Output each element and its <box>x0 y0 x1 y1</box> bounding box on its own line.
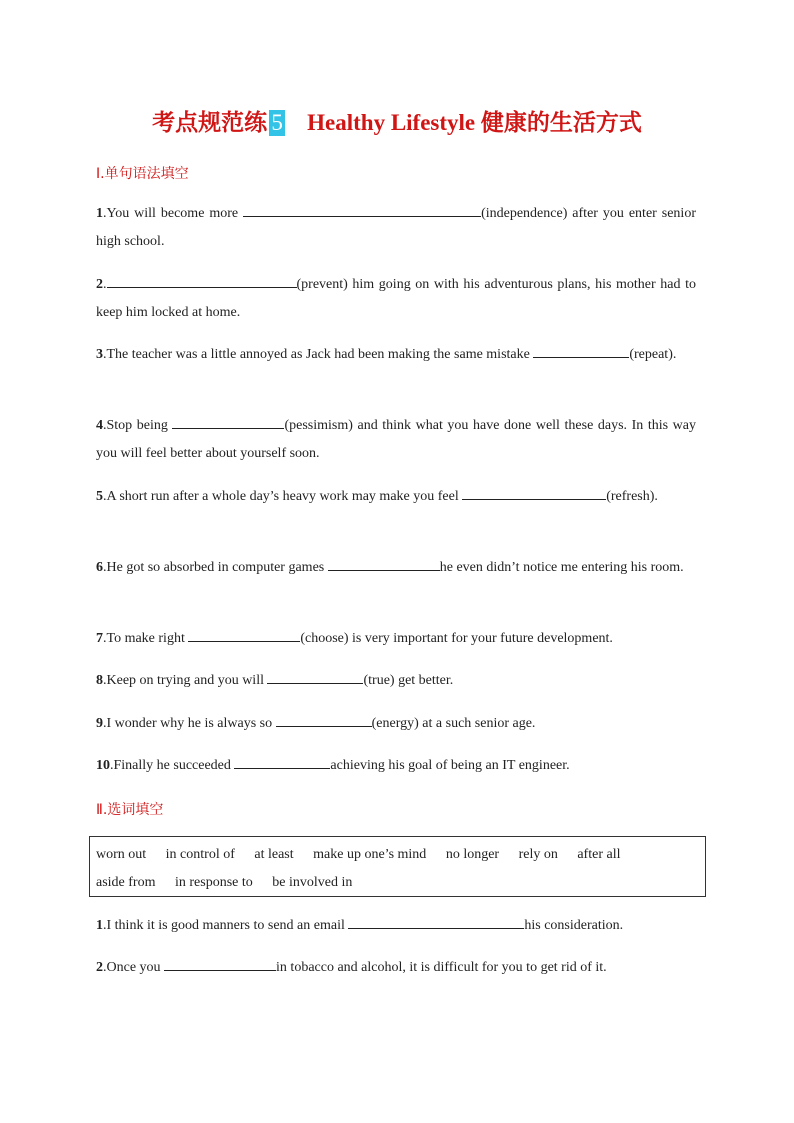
question-text: .A short run after a whole day’s heavy work may make you feel <box>103 489 463 504</box>
word-bank-item: worn out <box>96 847 147 862</box>
section-heading-2: Ⅱ.选词填空 <box>96 802 164 818</box>
question-number: 5 <box>96 489 103 504</box>
answer-blank[interactable] <box>533 342 629 358</box>
question-3 <box>96 341 696 369</box>
question-text: (true) get better. <box>363 673 454 688</box>
answer-blank[interactable] <box>276 711 372 727</box>
title-prefix: 考点规范练 <box>152 110 268 135</box>
word-bank-item: be involved in <box>272 875 353 890</box>
word-bank-item: in response to <box>174 875 253 890</box>
question-number: 9 <box>96 716 103 731</box>
question-text: .The teacher was a little annoyed as Jack had been making the same mistake <box>103 347 534 362</box>
question-text: he even didn’t notice me entering his room. <box>439 560 684 575</box>
word-bank-item: after all <box>577 847 621 862</box>
question-7 <box>96 625 696 653</box>
word-bank-item: at least <box>254 847 294 862</box>
question-text: in tobacco and alcohol, it is difficult for you to get rid of it. <box>276 960 607 975</box>
question2-2 <box>96 954 696 982</box>
question-10 <box>96 752 696 780</box>
answer-blank[interactable] <box>188 626 300 642</box>
answer-blank[interactable] <box>462 484 606 500</box>
question-4 <box>96 412 696 468</box>
question-9 <box>96 710 696 738</box>
question-text: (choose) is very important for your future development. <box>300 631 613 646</box>
question-number: 1 <box>96 918 103 933</box>
title-number-badge: 5 <box>269 110 285 136</box>
question-text: his consideration. <box>524 918 624 933</box>
question-text: (refresh). <box>606 489 658 504</box>
answer-blank[interactable] <box>164 955 276 971</box>
question-text: (prevent) him going on with his adventurous plans, his mother had to keep him locked at home. <box>96 277 696 320</box>
question-text: .Stop being <box>103 418 173 433</box>
word-bank-box <box>89 836 706 897</box>
question-number: 2 <box>96 960 103 975</box>
word-bank-item: make up one’s mind <box>313 847 427 862</box>
question-text: (energy) at a such senior age. <box>371 716 536 731</box>
question-text: .You will become more <box>103 206 244 221</box>
answer-blank[interactable] <box>243 201 481 217</box>
question-text: . <box>103 277 107 292</box>
section-heading-1: Ⅰ.单句语法填空 <box>96 166 189 182</box>
question-text: .I think it is good manners to send an email <box>103 918 349 933</box>
question-text: .Finally he succeeded <box>110 758 235 773</box>
answer-blank[interactable] <box>172 413 284 429</box>
question-5 <box>96 483 696 511</box>
answer-blank[interactable] <box>234 753 330 769</box>
word-bank-item: no longer <box>445 847 500 862</box>
question-text: (independence) after you enter senior high school. <box>96 206 696 249</box>
answer-blank[interactable] <box>267 668 363 684</box>
title-chinese: 健康的生活方式 <box>480 110 642 135</box>
word-bank-item: in control of <box>165 847 235 862</box>
question-text: .He got so absorbed in computer games <box>103 560 328 575</box>
question-text: (repeat). <box>629 347 677 362</box>
question-8 <box>96 667 696 695</box>
question-number: 4 <box>96 418 103 433</box>
question-6 <box>96 554 696 582</box>
question-1 <box>96 200 696 256</box>
question-text: .Once you <box>103 960 165 975</box>
page-title <box>0 104 794 137</box>
question-text: .To make right <box>103 631 189 646</box>
question-number: 10 <box>96 758 110 773</box>
answer-blank[interactable] <box>107 272 297 288</box>
word-bank-item: aside from <box>96 875 156 890</box>
question-number: 8 <box>96 673 103 688</box>
answer-blank[interactable] <box>348 913 524 929</box>
question-text: .I wonder why he is always so <box>103 716 276 731</box>
question-number: 6 <box>96 560 103 575</box>
answer-blank[interactable] <box>328 555 440 571</box>
word-bank-item: rely on <box>518 847 558 862</box>
question-number: 3 <box>96 347 103 362</box>
question-text: achieving his goal of being an IT engineer. <box>330 758 570 773</box>
question-text: .Keep on trying and you will <box>103 673 268 688</box>
question-number: 1 <box>96 206 103 221</box>
question2-1 <box>96 912 696 940</box>
question-number: 7 <box>96 631 103 646</box>
question-2 <box>96 271 696 327</box>
title-english: Healthy Lifestyle <box>307 110 476 135</box>
question-text: (pessimism) and think what you have done well these days. In this way you will feel better about yourself soon. <box>96 418 696 461</box>
question-number: 2 <box>96 277 103 292</box>
